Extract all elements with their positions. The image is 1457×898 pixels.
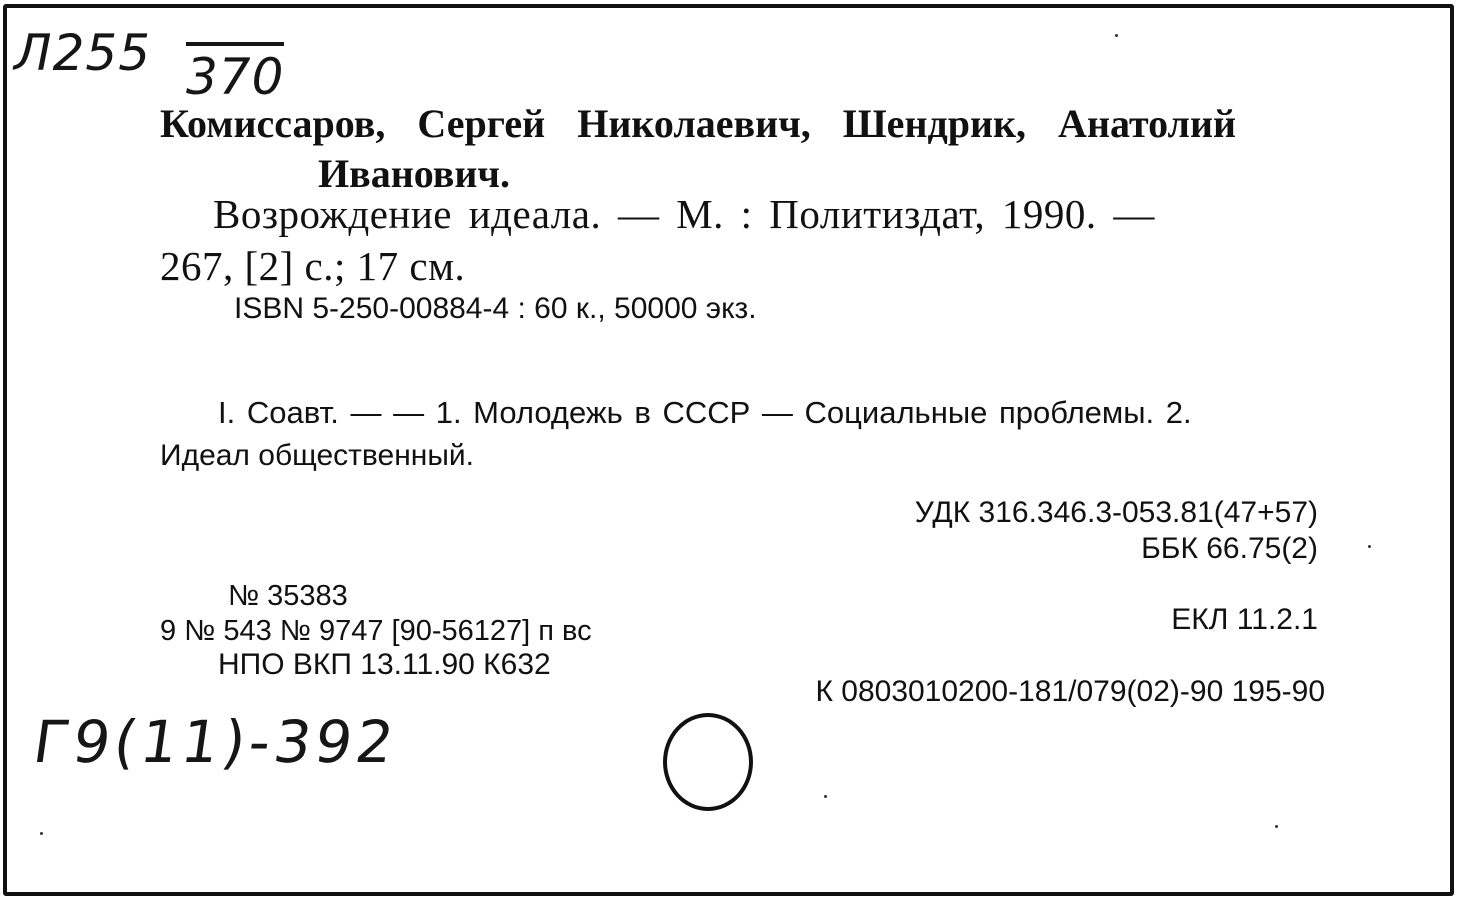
scan-speck	[1115, 34, 1118, 37]
print-info-line-1: № 35383	[228, 580, 348, 612]
handwritten-shelfmark	[14, 24, 151, 82]
print-info-line-2: 9 № 543 № 9747 [90-56127] п вс	[160, 615, 592, 647]
scan-speck	[1275, 825, 1278, 828]
handwritten-shelfmark-number: 370	[186, 42, 284, 106]
title-line-1: Возрождение идеала. — М. : Политиздат, 1990. —	[213, 191, 1155, 237]
shelfmark-code: Л255	[14, 24, 152, 82]
scan-speck	[824, 795, 827, 798]
k-code: К 0803010200-181/079(02)-90 195-90	[815, 675, 1325, 708]
scan-speck	[40, 832, 43, 835]
handwritten-bottom-note: Г9(11)-392	[29, 708, 402, 776]
ekl-code: ЕКЛ 11.2.1	[1171, 603, 1318, 636]
authors-line-2: Иванович.	[318, 151, 510, 196]
subjects-line-2: Идеал общественный.	[160, 439, 474, 472]
bbk-code: ББК 66.75(2)	[1141, 532, 1318, 565]
udk-code: УДК 316.346.3-053.81(47+57)	[914, 496, 1318, 529]
scan-speck	[1368, 545, 1371, 548]
punch-hole-circle	[663, 713, 753, 811]
title-line-2: 267, [2] с.; 17 см.	[160, 243, 466, 289]
authors-line-1: Комиссаров, Сергей Николаевич, Шендрик, Анатолий	[160, 101, 1237, 146]
print-info-line-3: НПО ВКП 13.11.90 К632	[218, 648, 551, 681]
subjects-line-1: I. Соавт. — — 1. Молодежь в СССР — Социальные проблемы. 2.	[218, 395, 1192, 430]
isbn-line: ISBN 5-250-00884-4 : 60 к., 50000 экз.	[234, 292, 757, 325]
